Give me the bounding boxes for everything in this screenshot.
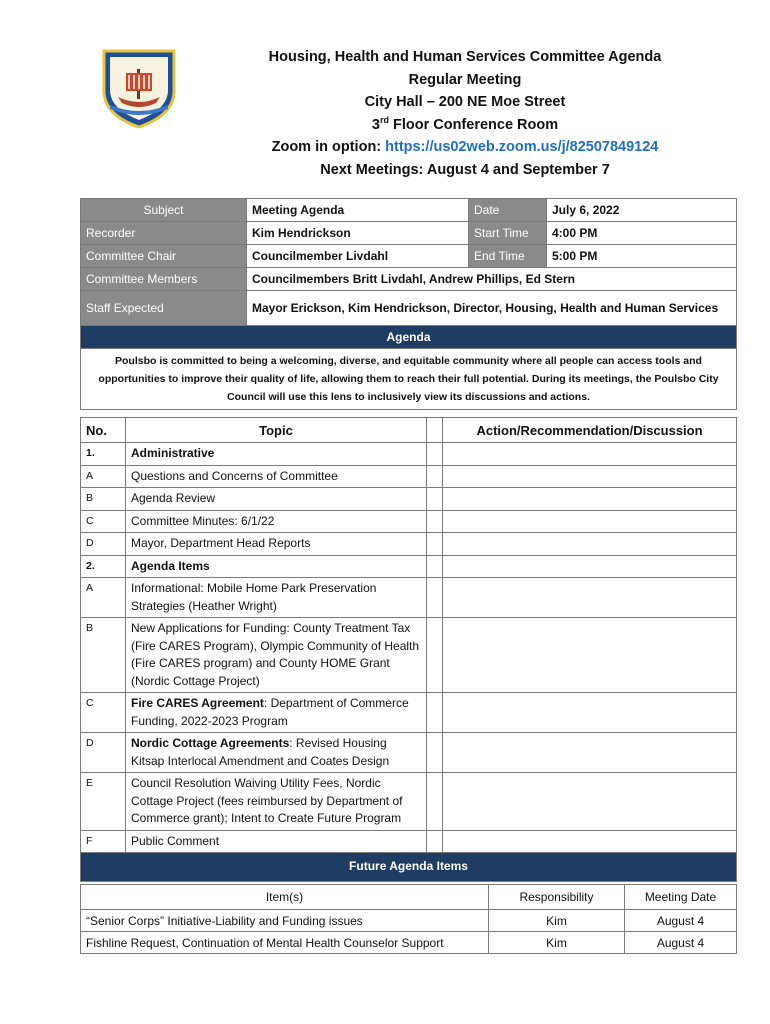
staff-label: Staff Expected	[81, 291, 247, 326]
future-responsibility: Kim	[489, 910, 625, 932]
agenda-spacer	[427, 443, 443, 466]
agenda-number: 1.	[81, 443, 126, 466]
agenda-topic	[126, 465, 427, 488]
agenda-action	[443, 578, 737, 618]
topic-text: Informational: Mobile Home Park Preservation Strategies (Heather Wright)	[131, 581, 377, 613]
topic-rest: : Revised Housing Kitsap Interlocal Amendment and Coates Design	[131, 736, 390, 768]
agenda-row	[81, 618, 737, 693]
agenda-number: F	[81, 830, 126, 853]
topic-text: Public Comment	[131, 833, 220, 848]
agenda-action	[443, 733, 737, 773]
agenda-spacer	[427, 465, 443, 488]
agenda-spacer	[427, 830, 443, 853]
agenda-spacer	[427, 618, 443, 693]
agenda-number: D	[81, 733, 126, 773]
start-time-value: 4:00 PM	[547, 222, 737, 245]
agenda-action	[443, 773, 737, 831]
recorder-label: Recorder	[81, 222, 247, 245]
future-header-row	[81, 885, 737, 910]
agenda-topic	[126, 733, 427, 773]
agenda-action	[443, 443, 737, 466]
agenda-header-row	[81, 418, 737, 443]
agenda-topic	[126, 578, 427, 618]
agenda-number: D	[81, 533, 126, 556]
agenda-row	[81, 510, 737, 533]
agenda-topic	[126, 555, 427, 578]
topic-text: Administrative	[131, 446, 215, 460]
meeting-info-table	[80, 198, 737, 410]
future-row	[81, 932, 737, 954]
agenda-title: Housing, Health and Human Services Committee Agenda	[268, 49, 662, 65]
agenda-action	[443, 693, 737, 733]
meeting-room	[200, 114, 730, 137]
recorder-value: Kim Hendrickson	[247, 222, 469, 245]
members-row	[81, 268, 737, 291]
date-label: Date	[469, 199, 547, 222]
agenda-action	[443, 510, 737, 533]
agenda-number: A	[81, 578, 126, 618]
floor-suffix: rd	[379, 114, 389, 125]
agenda-topic	[126, 830, 427, 853]
topic-text: Agenda Items	[131, 558, 210, 573]
zoom-label: Zoom in option:	[271, 139, 386, 155]
agenda-topic	[126, 488, 427, 511]
zoom-link[interactable]: https://us02web.zoom.us/j/82507849124	[385, 139, 659, 155]
agenda-band: Agenda	[81, 326, 737, 349]
agenda-row	[81, 693, 737, 733]
agenda-number: C	[81, 510, 126, 533]
meeting-date-header: Meeting Date	[625, 885, 737, 910]
agenda-row	[81, 488, 737, 511]
agenda-number: C	[81, 693, 126, 733]
future-body	[81, 910, 737, 954]
agenda-row	[81, 555, 737, 578]
end-time-label: End Time	[469, 245, 547, 268]
agenda-row	[81, 443, 737, 466]
next-meetings: Next Meetings: August 4 and September 7	[320, 161, 610, 178]
future-date: August 4	[625, 910, 737, 932]
agenda-number: A	[81, 465, 126, 488]
future-responsibility: Kim	[489, 932, 625, 954]
agenda-action	[443, 488, 737, 511]
staff-row	[81, 291, 737, 326]
agenda-action	[443, 555, 737, 578]
future-date: August 4	[625, 932, 737, 954]
agenda-spacer	[427, 510, 443, 533]
agenda-spacer	[427, 488, 443, 511]
agenda-spacer	[427, 693, 443, 733]
topic-text: Committee Minutes: 6/1/22	[131, 513, 275, 528]
date-value: July 6, 2022	[547, 199, 737, 222]
future-row	[81, 910, 737, 932]
agenda-spacer	[427, 578, 443, 618]
meeting-address: City Hall – 200 NE Moe Street	[364, 94, 566, 110]
future-item: “Senior Corps” Initiative-Liability and Funding issues	[81, 910, 489, 932]
agenda-topic	[126, 533, 427, 556]
agenda-row	[81, 773, 737, 831]
subject-label: Subject	[81, 199, 247, 222]
agenda-spacer	[427, 555, 443, 578]
start-time-label: Start Time	[469, 222, 547, 245]
topic-text: Agenda Review	[131, 491, 216, 505]
topic-text: New Applications for Funding: County Treatment Tax (Fire CARES Program), Olympic Community of Health (Fire CARES program) and County HOME Grant (Nordic Cottage Project)	[131, 621, 420, 688]
topic-text: Mayor, Department Head Reports	[131, 536, 311, 550]
agenda-number: 2.	[81, 555, 126, 578]
agenda-number: B	[81, 618, 126, 693]
members-label: Committee Members	[81, 268, 247, 291]
staff-value: Mayor Erickson, Kim Hendrickson, Director, Housing, Health and Human Services	[247, 291, 737, 326]
chair-row	[81, 245, 737, 268]
responsibility-header: Responsibility	[489, 885, 625, 910]
city-seal-logo	[96, 45, 182, 131]
agenda-action	[443, 533, 737, 556]
room-name: Floor Conference Room	[388, 116, 559, 133]
agenda-action	[443, 465, 737, 488]
subject-row	[81, 199, 737, 222]
chair-value: Councilmember Livdahl	[247, 245, 469, 268]
future-item: Fishline Request, Continuation of Mental Health Counselor Support	[81, 932, 489, 954]
agenda-topic	[126, 693, 427, 733]
agenda-action	[443, 830, 737, 853]
item-header: Item(s)	[81, 885, 489, 910]
agenda-topic	[126, 510, 427, 533]
agenda-row	[81, 465, 737, 488]
topic-text: Questions and Concerns of Committee	[131, 468, 338, 483]
agenda-header	[200, 46, 730, 181]
agenda-row	[81, 533, 737, 556]
future-items-table	[80, 884, 737, 954]
subject-value: Meeting Agenda	[247, 199, 469, 222]
topic-rest: : Department of Commerce Funding, 2022-2023 Program	[131, 696, 409, 728]
agenda-topic	[126, 618, 427, 693]
action-header: Action/Recommendation/Discussion	[443, 418, 737, 443]
agenda-spacer	[427, 733, 443, 773]
number-header: No.	[81, 418, 126, 443]
agenda-topic	[126, 443, 427, 466]
end-time-value: 5:00 PM	[547, 245, 737, 268]
topic-header: Topic	[126, 418, 427, 443]
recorder-row	[81, 222, 737, 245]
members-value: Councilmembers Britt Livdahl, Andrew Phillips, Ed Stern	[247, 268, 737, 291]
agenda-items-table	[80, 417, 737, 882]
agenda-number: E	[81, 773, 126, 831]
agenda-number: B	[81, 488, 126, 511]
zoom-line	[200, 136, 730, 159]
agenda-body	[81, 443, 737, 853]
spacer-header	[427, 418, 443, 443]
floor-number: 3	[371, 116, 380, 133]
agenda-row	[81, 830, 737, 853]
topic-text: Council Resolution Waiving Utility Fees, Nordic Cottage Project (fees reimbursed by Department of Commerce grant); Intent to Create Future Program	[131, 776, 403, 825]
agenda-spacer	[427, 533, 443, 556]
agenda-row	[81, 733, 737, 773]
mission-statement: Poulsbo is committed to being a welcoming, diverse, and equitable community where all people can access tools and opportunities to improve their quality of life, allowing them to reach their full potential. During its meetings, the Poulsbo City Council will use this lens to inclusively view its discussions and actions.	[81, 349, 737, 410]
agenda-action	[443, 618, 737, 693]
future-band: Future Agenda Items	[81, 853, 737, 882]
agenda-topic	[126, 773, 427, 831]
agenda-row	[81, 578, 737, 618]
chair-label: Committee Chair	[81, 245, 247, 268]
topic-bold: Fire CARES Agreement	[131, 696, 264, 710]
meeting-type: Regular Meeting	[408, 71, 522, 88]
agenda-spacer	[427, 773, 443, 831]
topic-bold: Nordic Cottage Agreements	[131, 736, 290, 750]
